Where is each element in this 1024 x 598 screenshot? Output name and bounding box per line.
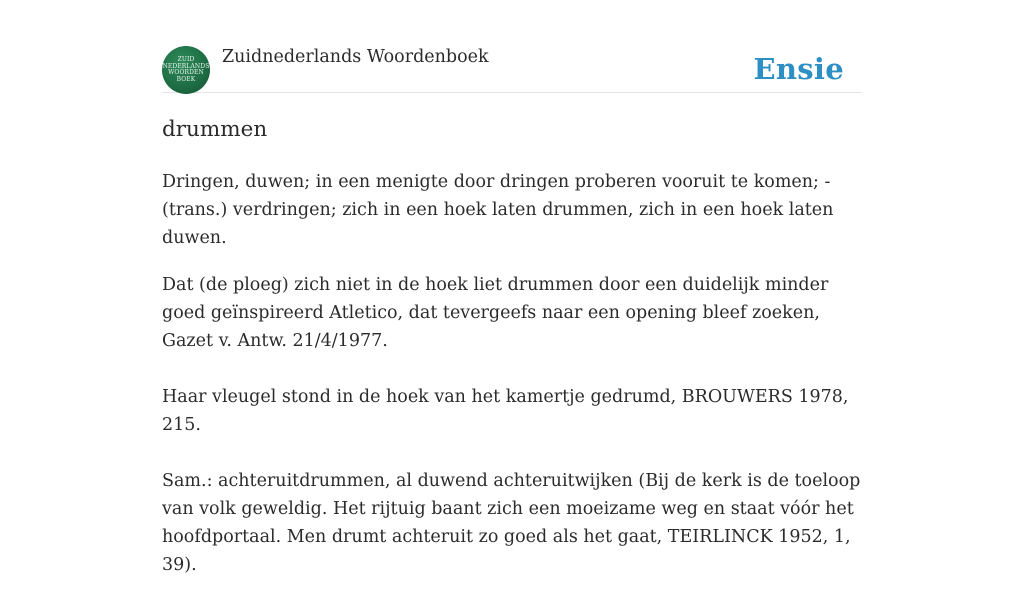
definition-paragraph: Dringen, duwen; in een menigte door dringen proberen vooruit te komen; -(trans.) verdringen; zich in een hoek laten drummen, zich in een hoek laten duwen. (162, 172, 834, 248)
dictionary-name-link[interactable]: Zuidnederlands Woordenboek (222, 47, 489, 67)
example-paragraph: Haar vleugel stond in de hoek van het kamertje gedrumd, BROUWERS 1978, 215. (162, 387, 849, 435)
logo-line: WOORDEN (168, 69, 204, 76)
dictionary-logo[interactable] (162, 46, 210, 94)
compound-paragraph: Sam.: achteruitdrummen, al duwend achteruitwijken (Bij de kerk is de toeloop van volk geweldig. Het rijtuig baant zich een moeizame weg en staat vóór het hoofdportaal. Men drumt achteruit zo goed als het gaat, TEIRLINCK 1952, 1, 39). (162, 471, 861, 575)
logo-line: NEDERLANDS (162, 62, 210, 70)
logo-line: BOEK (176, 75, 196, 83)
example-paragraph: Dat (de ploeg) zich niet in de hoek liet drummen door een duidelijk minder goed geïnspireerd Atletico, dat tevergeefs naar een opening bleef zoeken, Gazet v. Antw. 21/4/1977. (162, 275, 829, 351)
entry-content (162, 168, 862, 598)
logo-line: ZUID (177, 56, 195, 63)
page (162, 0, 862, 575)
site-header (162, 44, 862, 93)
entry-headword: drummen (162, 117, 268, 142)
ensie-brand-logo[interactable]: Ensie (753, 52, 844, 86)
